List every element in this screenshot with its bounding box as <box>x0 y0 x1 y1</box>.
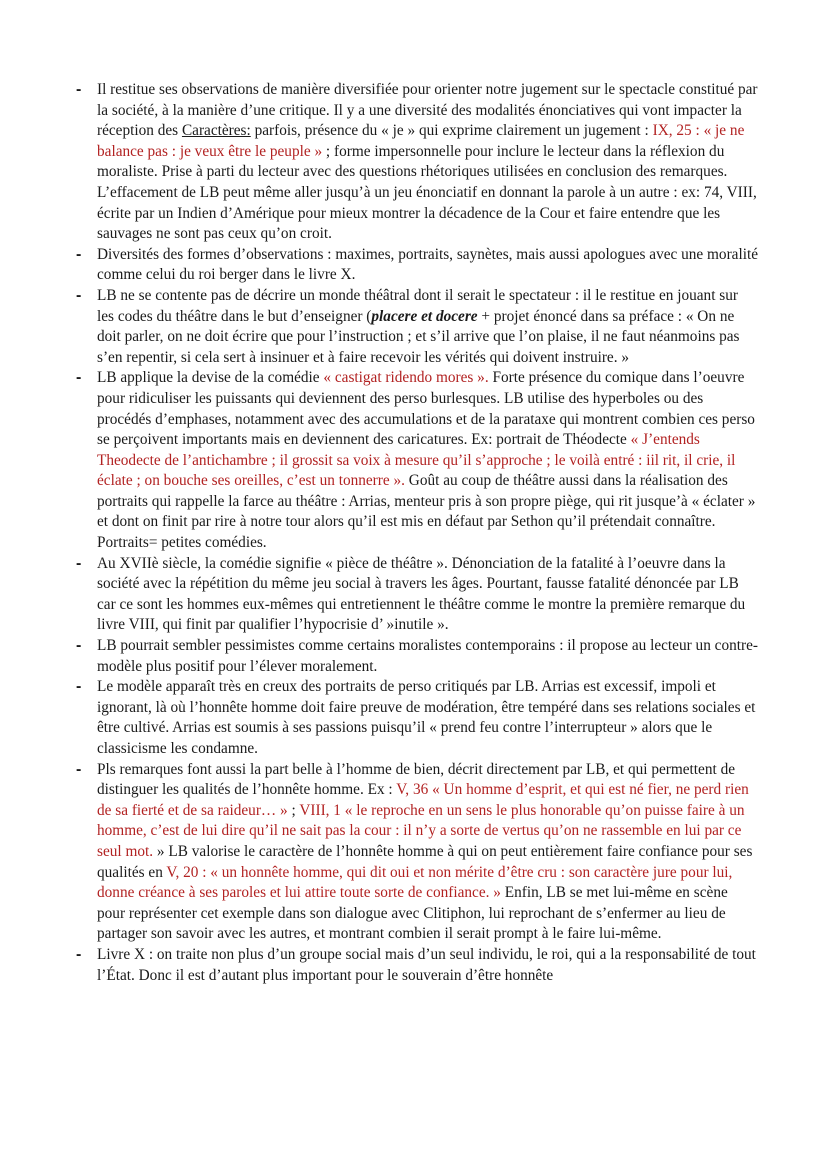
note-item <box>76 368 758 553</box>
quote-highlight: « J’entends Theodecte de l’antichambre ; il grossit sa voix à mesure qu’il s’approche ; le voilà entré : iil rit, il crie, il éclate ; on bouche ses oreilles, c’est un tonnerre ». <box>97 431 736 490</box>
note-item <box>76 760 758 945</box>
text-run: Livre X : on traite non plus d’un groupe social mais d’un seul individu, le roi, qui a la responsabilité de tout l’État. Donc il est d’autant plus important pour le souverain d’être honnête <box>97 945 756 984</box>
text-run: Pls remarques font aussi la part belle à l’homme de bien, décrit directement par LB, et qui permettent de distinguer les qualités de l’honnête homme. Ex : <box>97 760 736 799</box>
quote-highlight: V, 20 : « un honnête homme, qui dit oui et non mérite d’être cru : son caractère jure pour lui, donne créance à ses paroles et lui attire toute sorte de confiance. » <box>97 863 733 902</box>
quote-highlight: VIII, 1 « le reproche en un sens le plus honorable qu’on puisse faire à un homme, c’est de lui dire qu’il ne sait pas la cour : il n’y a sorte de vertus qu’on ne rassemble en lui par ce seul mot. <box>97 801 745 860</box>
note-item <box>76 286 758 368</box>
text-run: LB pourrait sembler pessimistes comme certains moralistes contemporains : il propose au lecteur un contre-modèle plus positif pour l’élever moralement. <box>97 637 758 675</box>
note-item <box>76 677 758 759</box>
note-item <box>76 554 758 636</box>
text-run: parfois, présence du « je » qui exprime clairement un jugement : <box>250 122 653 140</box>
text-run: LB applique la devise de la comédie <box>97 369 324 387</box>
note-item <box>76 945 758 986</box>
note-item <box>76 636 758 677</box>
text-run: Il restitue ses observations de manière diversifiée pour orienter notre jugement sur le spectacle constitué par la société, à la manière d’une critique. Il y a une diversité des modalités énonciatives qui vont impacter la réception des <box>97 81 758 140</box>
emphasis-bold-italic: placere et docere <box>371 307 478 325</box>
note-item <box>76 80 758 245</box>
text-run: » LB valorise le caractère de l’honnête homme à qui on peut entièrement faire confiance pour ses qualités en <box>97 842 753 881</box>
text-run: Au XVIIè siècle, la comédie signifie « pièce de théâtre ». Dénonciation de la fatalité à l’oeuvre dans la société avec la répétition du même jeu social à travers les âges. Pourtant, fausse fatalité dénoncée par LB car ce sont les hommes eux-mêmes qui entretiennent le théâtre comme le montre la première remarque du livre VIII, qui finit par qualifier l’hypocrisie d’ »inutile ». <box>97 554 746 634</box>
text-run: + projet énoncé dans sa préface : « On ne doit parler, on ne doit écrire que pour l’instruction ; et s’il arrive que l’on plaise, il ne faut néanmoins pas s’en repentir, si cela sert à insinuer et à faire recevoir les vérités qui doivent instruire. » <box>97 307 740 366</box>
notes-bullet-list <box>76 80 758 986</box>
text-run: LB ne se contente pas de décrire un monde théâtral dont il serait le spectateur : il le restitue en jouant sur les codes du théâtre dans le but d’enseigner ( <box>97 286 738 325</box>
text-run: Goût au coup de théâtre aussi dans la réalisation des portraits qui rappelle la farce au théâtre : Arrias, menteur pris à son propre piège, qui rit jusque’à « éclater » et dont on finit par rire à notre tour alors qu’il est mis en défaut par Sethon qu’il prétendait connaître. Portraits= petites comédies. <box>97 472 756 552</box>
text-run: Le modèle apparaît très en creux des portraits de perso critiqués par LB. Arrias est excessif, impoli et ignorant, là où l’honnête homme doit faire preuve de modération, être tempéré dans ses relations sociales et être cultivé. Arrias est soumis à ses passions puisqu’il « prend feu contre l’interrupteur » alors que le classicisme les condamne. <box>97 678 756 757</box>
quote-highlight: V, 36 « Un homme d’esprit, et qui est né fier, ne perd rien de sa fierté et de sa raideur… » <box>97 781 749 819</box>
text-run: ; forme impersonnelle pour inclure le lecteur dans la réflexion du moraliste. Prise à parti du lecteur avec des questions rhétoriques utilisées en conclusion des remarques. L’effacement de LB peut même aller jusqu’à un jeu énonciatif en donnant la parole à un autre : ex: 74, VIII, écrite par un Indien d’Amérique pour mieux montrer la décadence de la Cour et faire entendre que les sauvages ne sont pas ceux qu’on croit. <box>97 142 757 243</box>
text-run: ; <box>287 801 300 819</box>
text-run: Enfin, LB se met lui-même en scène pour représenter cet exemple dans son dialogue avec Clitiphon, lui reprochant de s’enfermer au lieu de partager son savoir avec les autres, et montrant combien il serait prompt à le faire lui-même. <box>97 884 728 943</box>
note-item <box>76 245 758 286</box>
text-run: Diversités des formes d’observations : maximes, portraits, saynètes, mais aussi apologues avec une moralité comme celui du roi berger dans le livre X. <box>97 245 759 284</box>
book-title-underlined: Caractères: <box>181 122 251 140</box>
text-run: Forte présence du comique dans l’oeuvre pour ridiculiser les puissants qui deviennent des perso burlesques. LB utilise des hyperboles ou des procédés d’emphases, notamment avec des accumulations et de la parataxe qui montrent combien ces perso se perçoivent importants mais en deviennent des caricatures. Ex: portrait de Théodecte <box>97 369 755 449</box>
quote-highlight: « castigat ridendo mores ». <box>323 369 489 387</box>
quote-highlight: IX, 25 : « je ne balance pas : je veux être le peuple » <box>97 122 745 160</box>
